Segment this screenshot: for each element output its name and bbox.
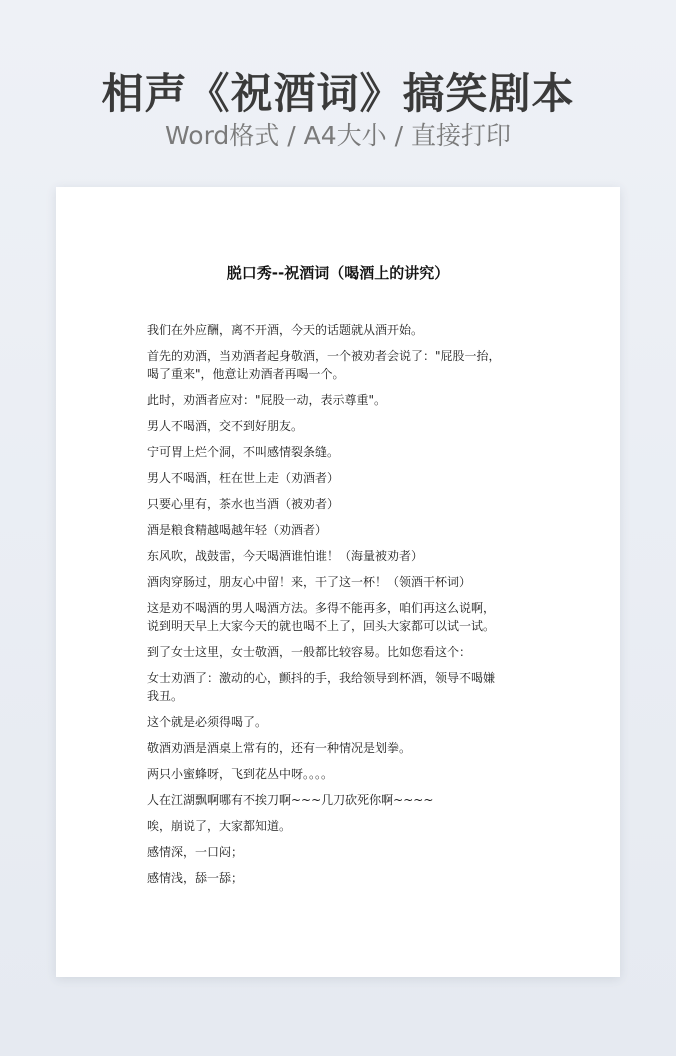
paragraph: 只要心里有，茶水也当酒（被劝者） [147, 497, 340, 511]
paragraph: 感情浅，舔一舔； [147, 871, 244, 885]
paragraph: 这个就是必须得喝了。 [147, 715, 268, 729]
paragraph: 两只小蜜蜂呀，飞到花丛中呀。。。。 [147, 767, 334, 781]
paragraph: 男人不喝酒，交不到好朋友。 [147, 419, 304, 433]
banner-title: 相声《祝酒词》搞笑剧本 [101, 69, 575, 118]
paragraph: 酒是粮食精越喝越年轻（劝酒者） [147, 523, 328, 537]
paragraph: 这是劝不喝酒的男人喝酒方法。多得不能再多，咱们再这么说啊， 说到明天早上大家今天的就也喝不上了，回头大家都可以试一试。 [147, 601, 496, 633]
banner-subtitle: Word格式 / A4大小 / 直接打印 [165, 121, 511, 150]
paragraph: 敬酒劝酒是酒桌上常有的，还有一种情况是划拳。 [147, 741, 412, 755]
document-page [56, 187, 620, 977]
paragraph: 唉，崩说了，大家都知道。 [147, 819, 292, 833]
paragraph: 我们在外应酬，离不开酒，今天的话题就从酒开始。 [147, 323, 424, 337]
paragraph: 酒肉穿肠过，朋友心中留！来，干了这一杯！（领酒干杯词） [147, 575, 472, 589]
paragraph: 人在江湖飘啊哪有不挨刀啊~~~几刀砍死你啊~~~~ [147, 793, 434, 807]
paragraph: 到了女士这里，女士敬酒，一般都比较容易。比如您看这个： [147, 645, 472, 659]
paragraph: 宁可胃上烂个洞，不叫感情裂条缝。 [147, 445, 340, 459]
paragraph: 男人不喝酒，枉在世上走（劝酒者） [147, 471, 340, 485]
paragraph: 女士劝酒了：激动的心，颤抖的手，我给领导到杯酒，领导不喝嫌 我丑。 [147, 671, 496, 703]
document-body [147, 321, 533, 895]
paragraph: 感情深，一口闷； [147, 845, 244, 859]
document-title: 脱口秀--祝酒词（喝酒上的讲究） [226, 264, 450, 282]
paragraph: 东风吹，战鼓雷，今天喝酒谁怕谁！（海量被劝者） [147, 549, 424, 563]
paragraph: 首先的劝酒，当劝酒者起身敬酒，一个被劝者会说了："屁股一抬， 喝了重来"，他意让劝酒者再喝一个。 [147, 349, 501, 381]
paragraph: 此时，劝酒者应对："屁股一动，表示尊重"。 [147, 393, 387, 407]
